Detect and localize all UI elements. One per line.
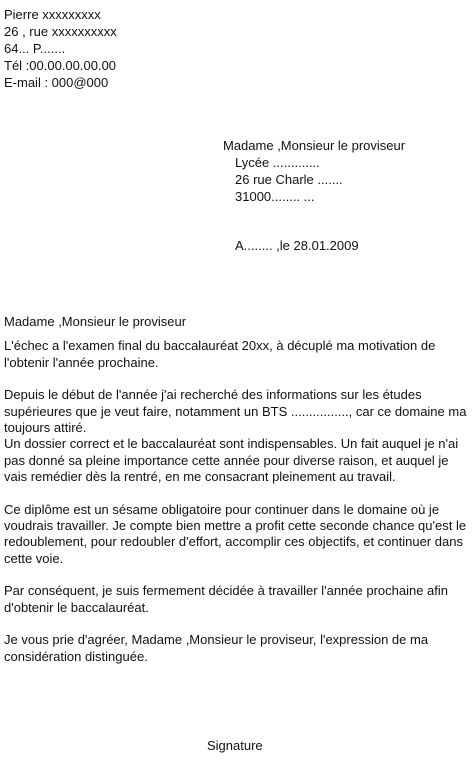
letter-greeting: Madame ,Monsieur le proviseur	[4, 314, 187, 329]
sender-email: E-mail : 000@000	[4, 75, 109, 90]
letter-paragraph-1: L'échec a l'examen final du baccalauréat 20xx, à décuplé ma motivation de l'obtenir l'année prochaine.	[4, 338, 436, 370]
sender-city: 64... P.......	[4, 41, 66, 56]
recipient-postcode: 31000........ ...	[235, 189, 315, 204]
letter-paragraph-6: Je vous prie d'agréer, Madame ,Monsieur le proviseur, l'expression de ma considération distinguée.	[4, 632, 429, 664]
sender-address-block	[4, 6, 117, 91]
letter-body	[4, 314, 472, 665]
sender-name: Pierre xxxxxxxxx	[4, 7, 101, 22]
letter-paragraph-3: Un dossier correct et le baccalauréat sont indispensables. Un fait auquel je n'ai pas donné sa pleine importance cette année pour diverse raison, et auquel je vais remédier dès la rentré, en me consacrant pleinement au travail.	[4, 436, 459, 485]
recipient-address-block	[223, 137, 405, 205]
letter-paragraph-2: Depuis le début de l'année j'ai recherché des informations sur les études supérieures que je veut faire, notamment un BTS ................, car ce domaine ma toujours attiré.	[4, 387, 467, 436]
letter-date: A........ ,le 28.01.2009	[235, 238, 359, 253]
letter-paragraph-4: Ce diplôme est un sésame obligatoire pour continuer dans le domaine où je voudrais travailler. Je compte bien mettre a profit cette seconde chance qu'est le redoublement, pour redoubler d'effort, accomplir ces objectifs, et continuer dans cette voie.	[4, 501, 467, 566]
letter-paragraph-5: Par conséquent, je suis fermement décidée à travailler l'année prochaine afin d'obtenir le baccalauréat.	[4, 583, 449, 615]
recipient-street: 26 rue Charle .......	[235, 172, 343, 187]
recipient-school: Lycée .............	[235, 155, 320, 170]
recipient-title: Madame ,Monsieur le proviseur	[223, 138, 406, 153]
sender-street: 26 , rue xxxxxxxxxx	[4, 24, 117, 39]
sender-phone: Tél :00.00.00.00.00	[4, 58, 117, 73]
signature-label: Signature	[207, 738, 263, 753]
